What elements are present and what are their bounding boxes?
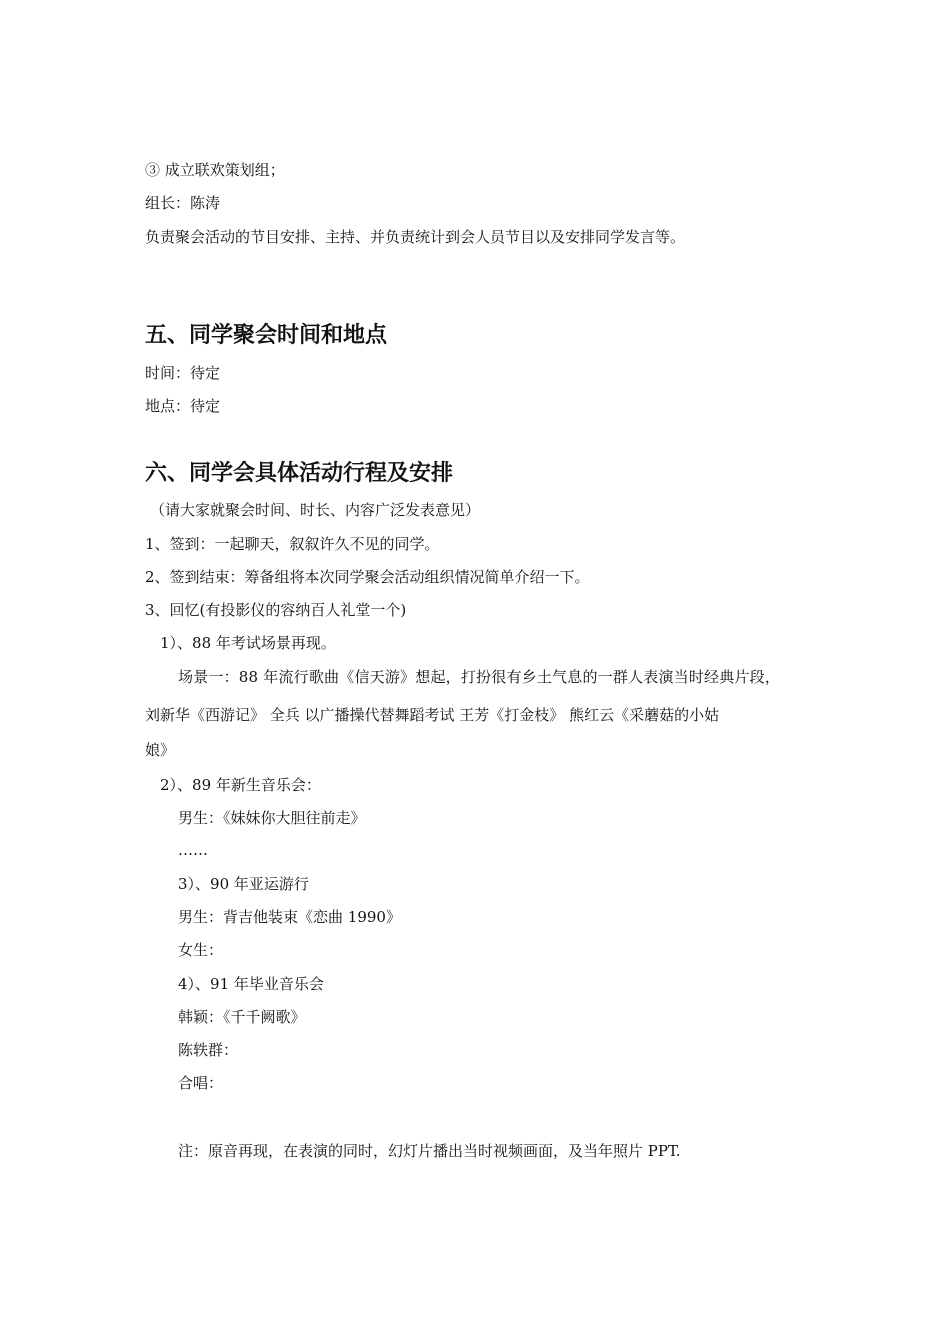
- sub-item-89-boys: 男生：《妹妹你大胆往前走》: [178, 809, 366, 827]
- scene-one-line3: 娘》: [145, 741, 176, 759]
- footnote: 注：原音再现，在表演的同时，幻灯片播出当时视频画面，及当年照片 PPT.: [178, 1142, 681, 1160]
- meeting-place: 地点：待定: [145, 397, 221, 415]
- sub-item-91-chen: 陈轶群：: [178, 1041, 239, 1059]
- step-memories: 3、回忆(有投影仪的容纳百人礼堂一个): [145, 601, 407, 619]
- sub-item-91-graduation: 4）、91 年毕业音乐会: [178, 975, 324, 993]
- sub-item-88-exam: 1）、88 年考试场景再现。: [160, 634, 336, 652]
- planning-group-item: ③ 成立联欢策划组；: [145, 161, 285, 179]
- sub-item-89-concert: 2）、89 年新生音乐会：: [160, 776, 321, 794]
- sub-item-90-boys: 男生：背吉他装束《恋曲 1990》: [178, 908, 401, 926]
- schedule-note: （请大家就聚会时间、时长、内容广泛发表意见）: [150, 501, 481, 519]
- section-heading-schedule: 六、同学会具体活动行程及安排: [145, 461, 454, 486]
- scene-one-line1: 场景一：88 年流行歌曲《信天游》想起，打扮很有乡土气息的一群人表演当时经典片段，: [178, 668, 781, 686]
- group-duty: 负责聚会活动的节目安排、主持、并负责统计到会人员节目以及安排同学发言等。: [145, 228, 686, 246]
- scene-one-line2: 刘新华《西游记》 全兵 以广播操代替舞蹈考试 王芳《打金枝》 熊红云《采蘑菇的小姑: [145, 706, 720, 724]
- sub-item-90-parade: 3）、90 年亚运游行: [178, 875, 309, 893]
- step-signin: 1、签到：一起聊天，叙叙许久不见的同学。: [145, 535, 440, 553]
- section-heading-time-place: 五、同学聚会时间和地点: [145, 323, 388, 348]
- sub-item-89-ellipsis: ……: [178, 841, 208, 859]
- meeting-time: 时间：待定: [145, 364, 221, 382]
- sub-item-90-girls: 女生：: [178, 941, 224, 959]
- group-leader: 组长：陈涛: [145, 194, 221, 212]
- step-after-signin: 2、签到结束：筹备组将本次同学聚会活动组织情况简单介绍一下。: [145, 568, 590, 586]
- sub-item-91-chorus: 合唱：: [178, 1074, 224, 1092]
- sub-item-91-hanying: 韩颖：《千千阙歌》: [178, 1008, 306, 1026]
